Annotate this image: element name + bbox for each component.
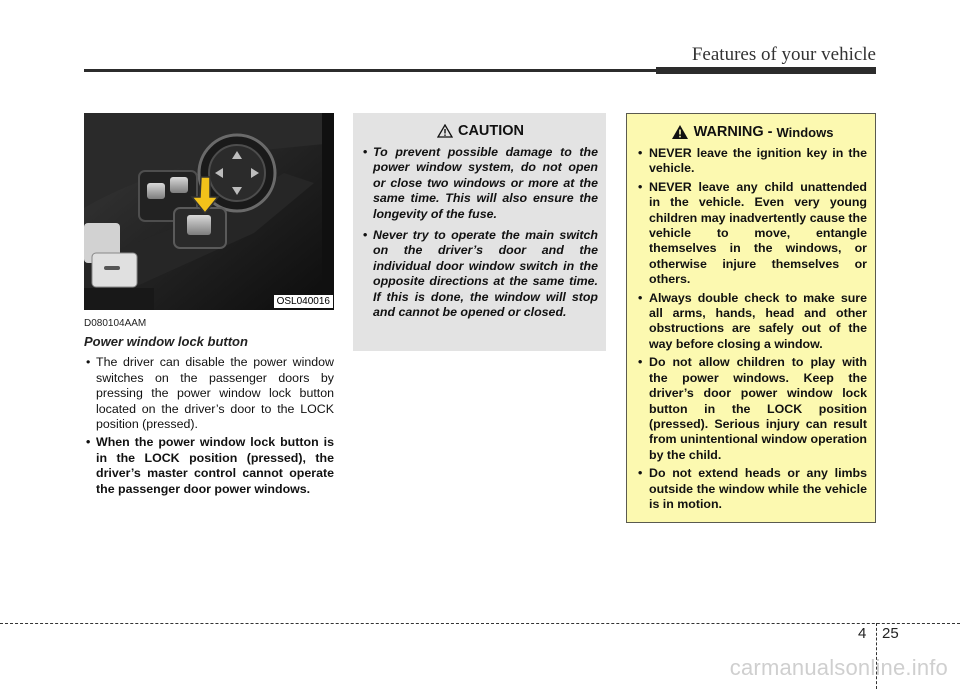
door-switch-illustration <box>84 113 334 310</box>
warning-box <box>626 113 876 523</box>
caution-header <box>363 123 598 139</box>
list-item: • NEVER leave the ignition key in the vehicle. <box>637 146 867 177</box>
caution-title: CAUTION <box>457 123 525 139</box>
list-item: • Do not allow children to play with the power windows. Keep the driver’s door power window lock button in the LOCK position (pressed). Serious injury can result from unintentional window operation by the child. <box>637 355 867 463</box>
list-item: • The driver can disable the power window switches on the passenger doors by pressing the power window lock button located on the driver’s door to the LOCK position (pressed). <box>84 355 334 433</box>
caution-list <box>363 145 598 320</box>
list-item: • When the power window lock button is in the LOCK position (pressed), the driver’s master control cannot operate the passenger door power windows. <box>84 435 334 497</box>
header-rule-accent <box>656 67 876 74</box>
header-title: Features of your vehicle <box>691 44 876 65</box>
warning-list <box>637 146 867 512</box>
list-item: • NEVER leave any child unattended in the vehicle. Even very young children may inadvertently cause the vehicle to move, entangle themselves in the windows, or otherwise injure themselves or others. <box>637 180 867 288</box>
watermark: carmanualsonline.info <box>729 655 948 680</box>
page-number: 25 <box>882 625 899 642</box>
header-rule <box>84 69 656 72</box>
warning-subtitle: Windows <box>776 124 834 140</box>
document-code: D080104AAM <box>84 318 147 329</box>
list-item: • Always double check to make sure all arms, hands, head and other obstructions are safely out of the way before closing a window. <box>637 291 867 353</box>
list-item: • Do not extend heads or any limbs outside the window while the vehicle is in motion. <box>637 466 867 512</box>
caution-box <box>353 113 606 351</box>
photo-code: OSL040016 <box>274 295 333 308</box>
section-heading: Power window lock button <box>84 334 248 349</box>
list-item: • To prevent possible damage to the power window system, do not open or close two windows or more at the same time. This will also ensure the longevity of the fuse. <box>363 145 598 222</box>
door-switch-photo <box>84 113 334 310</box>
warning-triangle-icon <box>671 124 689 140</box>
caution-triangle-icon <box>437 124 453 138</box>
instruction-list <box>84 355 334 497</box>
warning-header <box>637 124 867 140</box>
chapter-number: 4 <box>858 625 867 642</box>
list-item: • Never try to operate the main switch on the driver’s door and the individual door window switch in the opposite directions at the same time. If this is done, the window will stop and cannot be opened or closed. <box>363 228 598 320</box>
warning-title: WARNING - <box>693 124 773 140</box>
left-column <box>84 318 334 499</box>
footer-rule <box>0 623 960 624</box>
